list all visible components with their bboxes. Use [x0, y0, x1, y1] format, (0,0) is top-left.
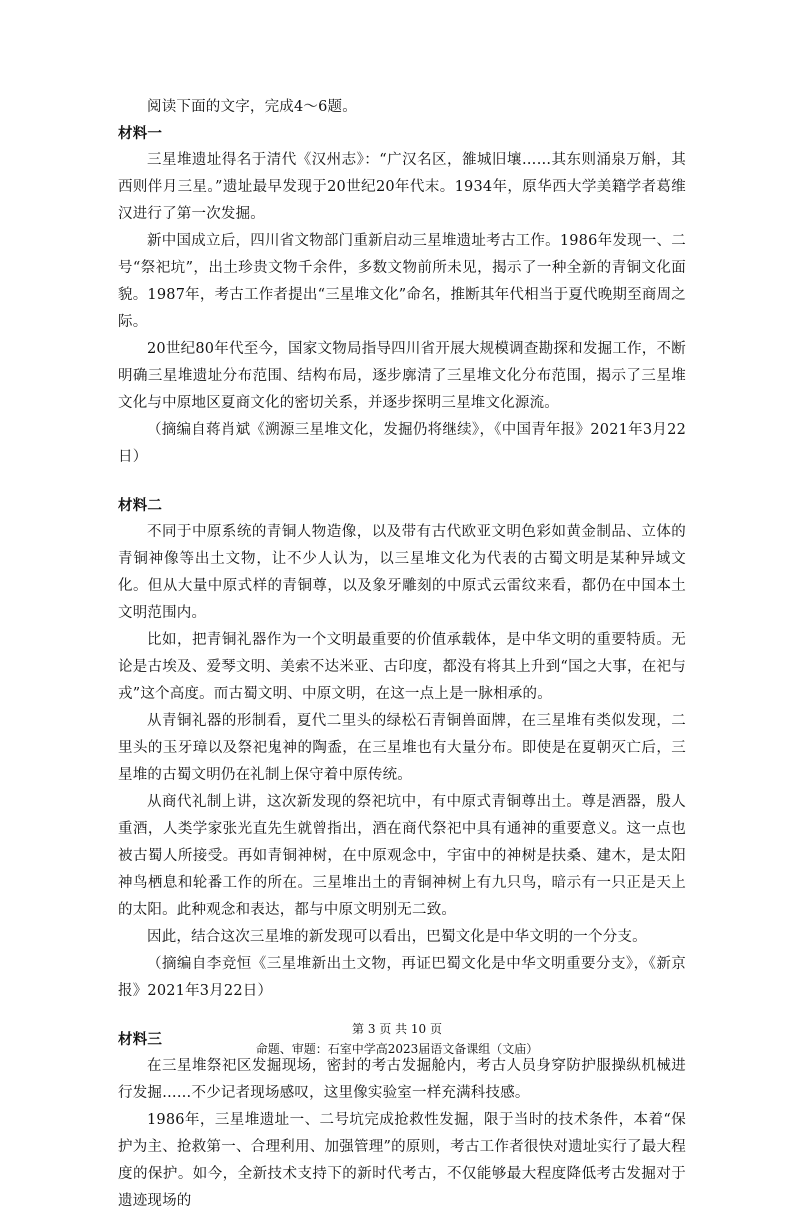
material2-paragraph: 从商代礼制上讲，这次新发现的祭祀坑中，有中原式青铜尊出土。尊是酒器，殷人重酒，人类学家张光直先生就曾指出，酒在商代祭祀中具有通神的重要意义。这一点也被古蜀人所接受。再如青铜神树，在中原观念中，宇宙中的神树是扶桑、建木，是太阳神鸟栖息和轮番工作的所在。三星堆出土的青铜神树上有九只鸟，暗示有一只正是天上的太阳。此种观念和表达，都与中原文明别无二致。 — [118, 794, 686, 918]
page-number: 第 3 页 共 10 页 — [352, 1022, 442, 1036]
material1-heading: 材料一 — [118, 126, 163, 142]
material1-paragraph: 20世纪80年代至今，国家文物局指导四川省开展大规模调查勘探和发掘工作，不断明确三星堆遗址分布范围、结构布局，逐步廓清了三星堆文化分布范围，揭示了三星堆文化与中原地区夏商文化的密切关系，并逐步探明三星堆文化源流。 — [118, 341, 686, 411]
material2-paragraph: 从青铜礼器的形制看，夏代二里头的绿松石青铜兽面牌，在三星堆有类似发现，二里头的玉牙璋以及祭祀鬼神的陶盉，在三星堆也有大量分布。即使是在夏朝灭亡后，三星堆的古蜀文明仍在礼制上保守着中原传统。 — [118, 713, 686, 783]
material3-heading: 材料三 — [118, 1032, 163, 1048]
material2-source: （摘编自李竞恒《三星堆新出土文物，再证巴蜀文化是中华文明重要分支》，《新京报》2021年3月22日） — [118, 956, 686, 999]
material2-paragraph: 不同于中原系统的青铜人物造像，以及带有古代欧亚文明色彩如黄金制品、立体的青铜神像等出土文物，让不少人认为，以三星堆文化为代表的古蜀文明是某种异域文化。但从大量中原式样的青铜尊，以及象牙雕刻的中原式云雷纹来看，都仍在中国本土文明范围内。 — [118, 524, 686, 621]
reading-instruction: 阅读下面的文字，完成4～6题。 — [147, 99, 357, 115]
material2-paragraph: 比如，把青铜礼器作为一个文明最重要的价值承载体，是中华文明的重要特质。无论是古埃及、爱琴文明、美索不达米亚、古印度，都没有将其上升到“国之大事，在祀与戎”这个高度。而古蜀文明、中原文明，在这一点上是一脉相承的。 — [118, 632, 686, 702]
material1-paragraph: 三星堆遗址得名于清代《汉州志》：“广汉名区，雒城旧壤……其东则涌泉万斛，其西则伴月三星。”遗址最早发现于20世纪20年代末。1934年，原华西大学美籍学者葛维汉进行了第一次发掘。 — [118, 152, 686, 222]
material1-source: （摘编自蒋肖斌《溯源三星堆文化，发掘仍将继续》，《中国青年报》2021年3月22日） — [118, 422, 686, 465]
footer-credit: 命题、审题：石室中学高2023届语文备课组（文庙） — [255, 1042, 539, 1056]
material1-paragraph: 新中国成立后，四川省文物部门重新启动三星堆遗址考古工作。1986年发现一、二号“祭祀坑”，出土珍贵文物千余件，多数文物前所未见，揭示了一种全新的青铜文化面貌。1987年，考古工作者提出“三星堆文化”命名，推断其年代相当于夏代晚期至商周之际。 — [118, 233, 686, 330]
section-gap — [118, 471, 686, 493]
material2-paragraph: 因此，结合这次三星堆的新发现可以看出，巴蜀文化是中华文明的一个分支。 — [147, 929, 647, 945]
material3-paragraph: 1986年，三星堆遗址一、二号坑完成抢救性发掘，限于当时的技术条件，本着“保护为主、抢救第一、合理利用、加强管理”的原则，考古工作者很快对遗址实行了最大程度的保护。如今，全新技术支持下的新时代考古，不仅能够最大程度降低考古发掘对于遗迹现场的 — [118, 1112, 686, 1209]
material3-paragraph: 在三星堆祭祀区发掘现场，密封的考古发掘舱内，考古人员身穿防护服操纵机械进行发掘……不少记者现场感叹，这里像实验室一样充满科技感。 — [118, 1058, 686, 1101]
material2-heading: 材料二 — [118, 498, 163, 514]
